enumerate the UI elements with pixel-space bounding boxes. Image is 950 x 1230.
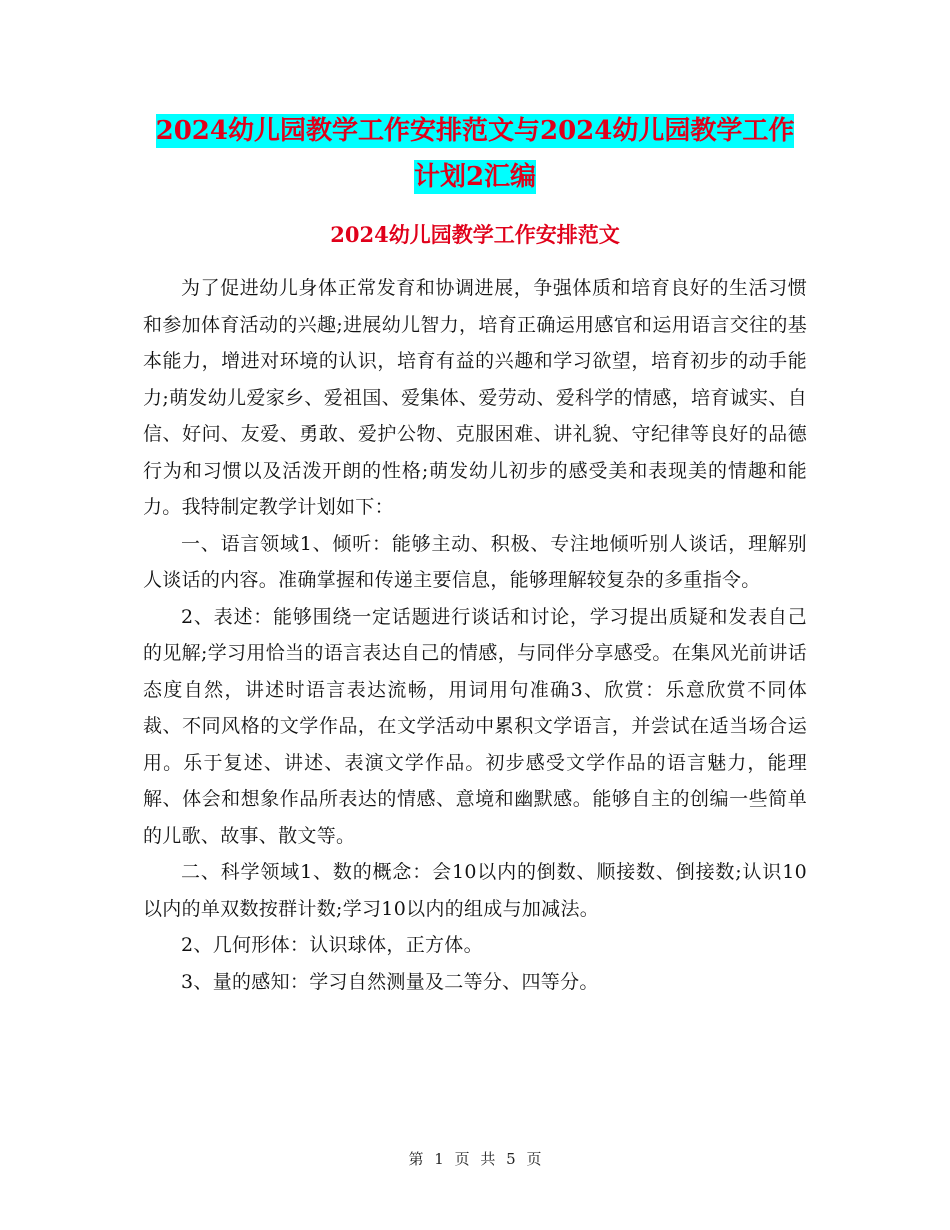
document-title-line1: 2024幼儿园教学工作安排范文与2024幼儿园教学工作 [155,116,795,146]
paragraph: 为了促进幼儿身体正常发育和协调进展，争强体质和培育良好的生活习惯和参加体育活动的兴趣;进展幼儿智力，培育正确运用感官和运用语言交往的基本能力，增进对环境的认识，培育有益的兴趣和学习欲望，培育初步的动手能力;萌发幼儿爱家乡、爱祖国、爱集体、爱劳动、爱科学的情感，培育诚实、自信、好问、友爱、勇敢、爱护公物、克服困难、讲礼貌、守纪律等良好的品德行为和习惯以及活泼开朗的性格;萌发幼儿初步的感受美和表现美的情趣和能力。我特制定教学计划如下： [143,277,807,518]
document-title [140,108,810,200]
paragraph: 2、表述：能够围绕一定话题进行谈话和讨论，学习提出质疑和发表自己的见解;学习用恰当的语言表达自己的情感，与同伴分享感受。在集风光前讲话态度自然，讲述时语言表达流畅，用词用句准确3、欣赏：乐意欣赏不同体裁、不同风格的文学作品，在文学活动中累积文学语言，并尝试在适当场合运用。乐于复述、讲述、表演文学作品。初步感受文学作品的语言魅力，能理解、体会和想象作品所表达的情感、意境和幽默感。能够自主的创编一些简单的儿歌、故事、散文等。 [143,605,807,847]
body-text [143,270,807,1000]
paragraph: 二、科学领域1、数的概念：会10以内的倒数、顺接数、倒接数;认识10以内的单双数按群计数;学习10以内的组成与加减法。 [143,861,807,920]
paragraph: 一、语言领域1、倾听：能够主动、积极、专注地倾听别人谈话，理解别人谈话的内容。准确掌握和传递主要信息，能够理解较复杂的多重指令。 [143,532,807,591]
paragraph: 3、量的感知：学习自然测量及二等分、四等分。 [181,970,599,993]
paragraph: 2、几何形体：认识球体，正方体。 [181,934,483,956]
section-title: 2024幼儿园教学工作安排范文 [330,222,620,247]
document-title-line2: 计划2汇编 [413,162,537,192]
page-footer: 第 1 页 共 5 页 [408,1150,542,1168]
